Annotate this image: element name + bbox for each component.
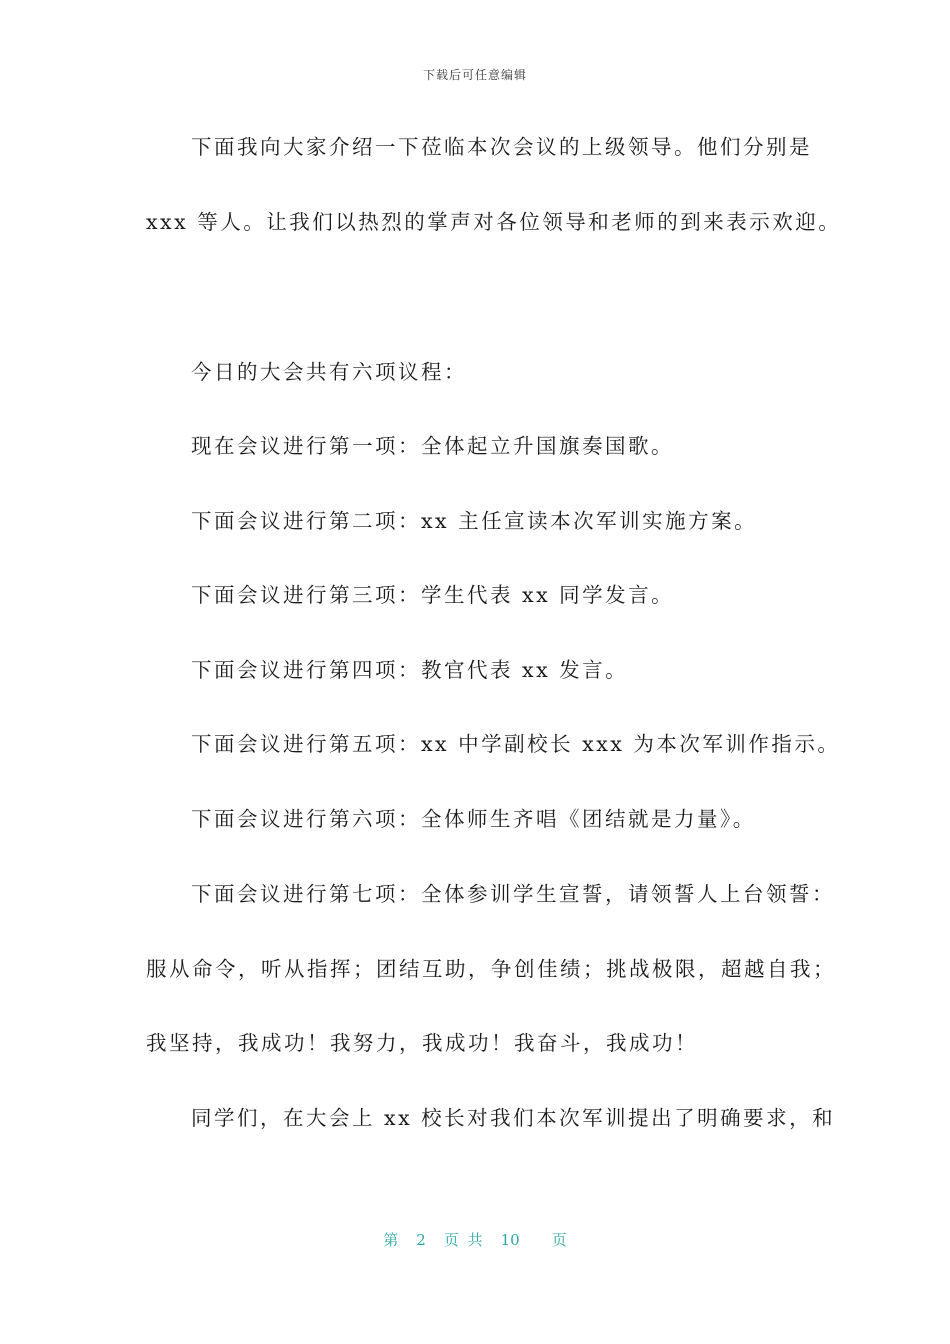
total-pages-number: 10 <box>500 1231 520 1249</box>
agenda-item: 下面会议进行第五项：xx 中学副校长 xxx 为本次军训作指示。 <box>191 732 841 756</box>
agenda-item: 下面会议进行第二项：xx 主任宣读本次军训实施方案。 <box>191 509 758 533</box>
agenda-item: 下面会议进行第三项：学生代表 xx 同学发言。 <box>191 583 675 607</box>
agenda-item: 下面会议进行第四项：教官代表 xx 发言。 <box>191 658 629 682</box>
paragraph-line: xxx 等人。让我们以热烈的掌声对各位领导和老师的到来表示欢迎。 <box>146 210 842 234</box>
page-footer <box>0 1229 950 1250</box>
page-header: 下载后可任意编辑 <box>422 68 527 82</box>
footer-prefix: 第 <box>383 1231 399 1249</box>
agenda-item: 下面会议进行第六项：全体师生齐唱《团结就是力量》。 <box>191 807 756 831</box>
current-page-number: 2 <box>416 1231 426 1249</box>
oath-line: 我坚持，我成功！我努力，我成功！我奋斗，我成功！ <box>146 1031 698 1055</box>
paragraph-line: 同学们，在大会上 xx 校长对我们本次军训提出了明确要求，和 <box>191 1106 836 1130</box>
agenda-item: 现在会议进行第一项：全体起立升国旗奏国歌。 <box>191 434 674 458</box>
footer-middle: 页 共 <box>443 1231 483 1249</box>
footer-suffix: 页 <box>551 1231 567 1249</box>
oath-line: 服从命令，听从指挥；团结互助，争创佳绩；挑战极限，超越自我； <box>146 957 836 981</box>
agenda-item: 下面会议进行第七项：全体参训学生宣誓，请领誓人上台领誓： <box>191 882 835 906</box>
paragraph-line: 今日的大会共有六项议程： <box>191 360 467 384</box>
paragraph-line: 下面我向大家介绍一下莅临本次会议的上级领导。他们分别是 <box>191 135 812 159</box>
